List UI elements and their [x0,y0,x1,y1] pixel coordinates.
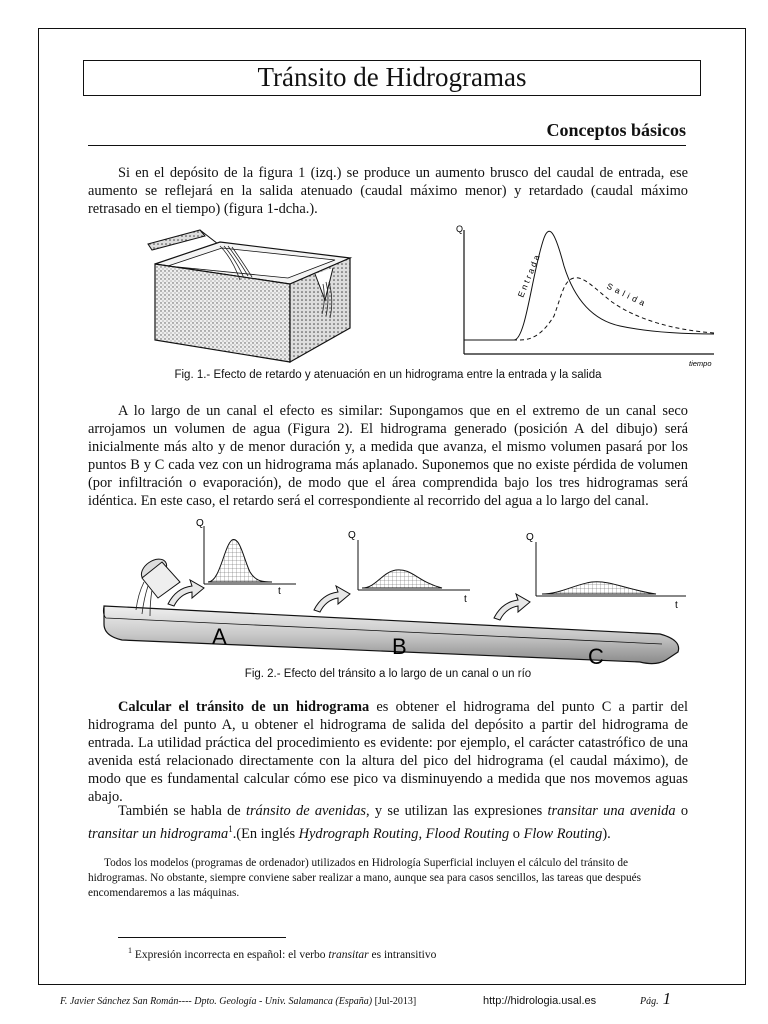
fig1-tank-illustration [140,222,370,364]
paragraph-4: También se habla de tránsito de avenidas, y se utilizan las expresiones transitar una avenida o transitar un hidrograma$^1$.(En inglés Hydrograph Routing, Flood Routing o Flow Routing). [88,803,689,842]
paragraph-5: Todos los modelos (programas de ordenador) utilizados en Hidrología Superficial incluyen el cálculo del tránsito de hidrogramas. No obstante, siempre conviene saber realizar a mano, aunque sea para casos sencillos, las tareas que después encomendaremos a las máquinas. [88,857,642,899]
svg-text:Q: Q [526,532,534,543]
fig2-hydrograph-b [348,530,470,605]
svg-text:t: t [278,586,281,597]
footer-author: F. Javier Sánchez San Román---- Dpto. Geología - Univ. Salamanca (España) [Jul-2013] [60,996,417,1007]
fig1-inflow-curve [464,231,714,340]
footer-page-number: Pág. 1 [640,989,672,1008]
fig2-label-b: B [392,634,407,659]
footer-date: [Jul-2013] [374,996,417,1007]
fig1-hydrograph [452,222,720,370]
paragraph-3-text: es obtener el hidrograma del punto C a partir del hidrograma del punto A, u obtener el hidrograma de salida del depósito a partir del hidrograma de entrada. La utilidad práctica del procedimiento es evidente: por ejemplo, el carácter catastrófico de una avenida está relacionado directamente con la altura del pico del hidrograma (el caudal máximo), de modo que es fundamental calcular cómo ese pico va disminuyendo a medida que nos movemos aguas abajo. [88,699,688,805]
fig2-channel-illustration [100,516,700,668]
fig2-label-a: A [212,624,227,649]
footer-url-link[interactable]: http://hidrologia.usal.es [483,995,597,1007]
footnote-number: 1 [128,946,132,955]
fig1-x-label: tiempo [689,359,712,368]
fig2-hydrograph-c [526,532,686,611]
fig2-arrow-c [494,594,530,620]
fig1-y-label: Q [456,224,464,234]
footnote: $^1$ Expresión incorrecta en español: el verbo transitar es intransitivo [128,946,437,961]
fig1-outflow-curve [464,278,714,340]
fig2-caption: Fig. 2.- Efecto del tránsito a lo largo de un canal o un río [244,668,532,680]
fig2-arrow-b [314,586,350,612]
svg-text:Q: Q [196,518,204,529]
paragraph-1: Si en el depósito de la figura 1 (izq.) se produce un aumento brusco del caudal de entrada, ese aumento se reflejará en la salida atenuado (caudal máximo menor) y retardado (caudal máximo retrasado en el tiempo) (figura 1-dcha.). [88,165,688,217]
section-rule [88,145,686,146]
svg-text:t: t [675,600,678,611]
svg-text:Q: Q [348,530,356,541]
fig1-inflow-label: Entrada [515,251,543,299]
fig1-outflow-label: Salida [605,280,650,310]
paragraph-3-bold: Calcular el tránsito de un hidrograma [118,699,370,715]
fig2-label-c: C [588,644,604,668]
fig1-caption: Fig. 1.- Efecto de retardo y atenuación en un hidrograma entre la entrada y la salida [174,369,602,381]
footnote-ref[interactable]: 1 [228,824,233,834]
section-heading: Conceptos básicos [546,120,686,140]
svg-text:t: t [464,594,467,605]
paragraph-2: A lo largo de un canal el efecto es similar: Supongamos que en el extremo de un canal seco arrojamos un volumen de agua (Figura 2). El hidrograma generado (posición A del dibujo) será inicialmente más alto y de menor duración y, a medida que avanza, el mismo volumen pasará por los puntos B y C cada vez con un hidrograma más aplanado. Suponemos que no existe pérdida de volumen (por infiltración o evaporación), de modo que el área comprendida bajo los tres hidrogramas será idéntica. En este caso, el retardo será el correspondiente al recorrido del agua a lo largo del canal. [88,403,688,509]
page-title: Tránsito de Hidrogramas [83,60,701,96]
paragraph-3 [88,698,688,806]
fig2-bucket [136,555,180,616]
footnote-rule [118,937,286,938]
fig2-hydrograph-a [196,518,296,597]
